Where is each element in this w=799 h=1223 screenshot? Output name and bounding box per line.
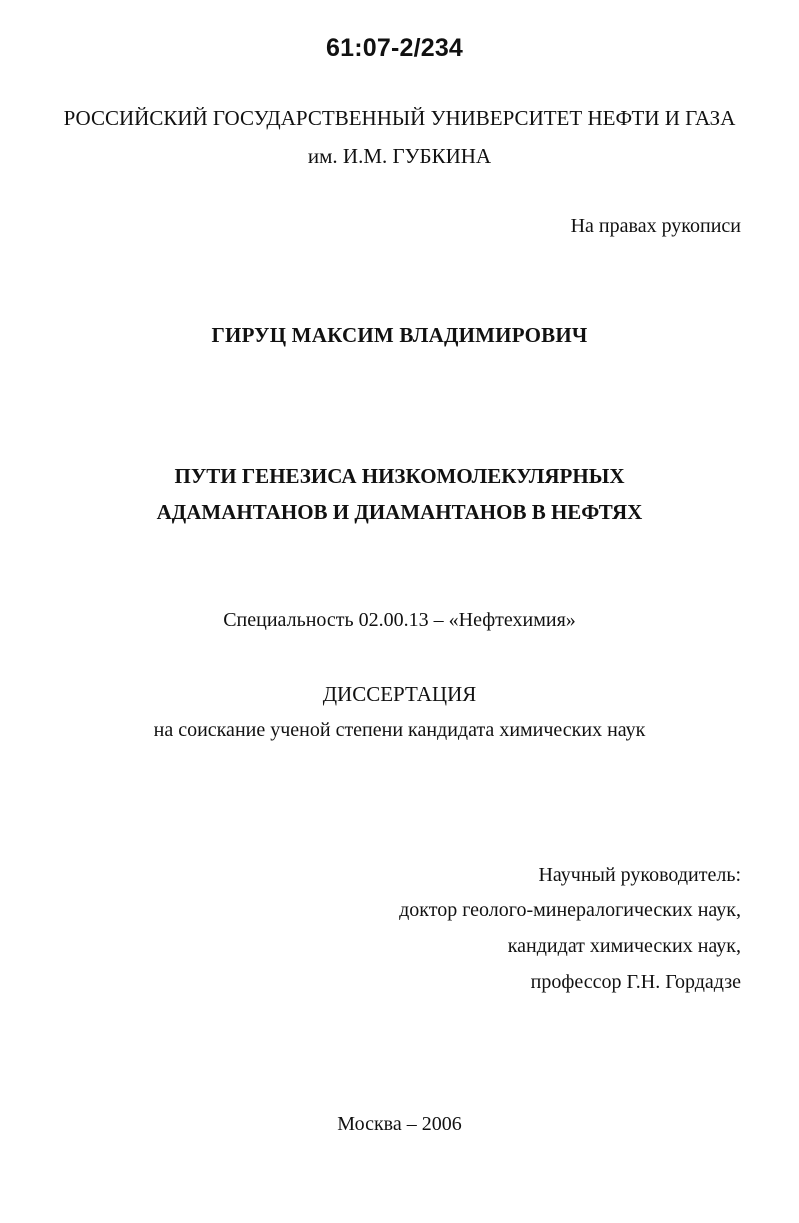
dissertation-title-line-2: АДАМАНТАНОВ И ДИАМАНТАНОВ В НЕФТЯХ <box>156 500 643 524</box>
degree-description: на соискание ученой степени кандидата химических наук <box>153 719 646 741</box>
university-name-line-1: РОССИЙСКИЙ ГОСУДАРСТВЕННЫЙ УНИВЕРСИТЕТ НЕФТИ И ГАЗА <box>63 106 736 130</box>
supervisor-name: профессор Г.Н. Гордадзе <box>530 971 741 993</box>
author-name: ГИРУЦ МАКСИМ ВЛАДИМИРОВИЧ <box>211 323 588 347</box>
document-type: ДИССЕРТАЦИЯ <box>322 682 477 706</box>
supervisor-degree-2: кандидат химических наук, <box>507 935 741 957</box>
specialty: Специальность 02.00.13 – «Нефтехимия» <box>223 609 576 631</box>
supervisor-label: Научный руководитель: <box>538 864 741 886</box>
supervisor-degree-1: доктор геолого-минералогических наук, <box>399 899 741 921</box>
dissertation-title-line-1: ПУТИ ГЕНЕЗИСА НИЗКОМОЛЕКУЛЯРНЫХ <box>174 464 625 488</box>
university-name-line-2: им. И.М. ГУБКИНА <box>307 144 492 168</box>
place-and-year: Москва – 2006 <box>337 1113 462 1135</box>
manuscript-note: На правах рукописи <box>570 215 741 237</box>
archive-stamp: 61:07-2/234 <box>326 34 464 62</box>
